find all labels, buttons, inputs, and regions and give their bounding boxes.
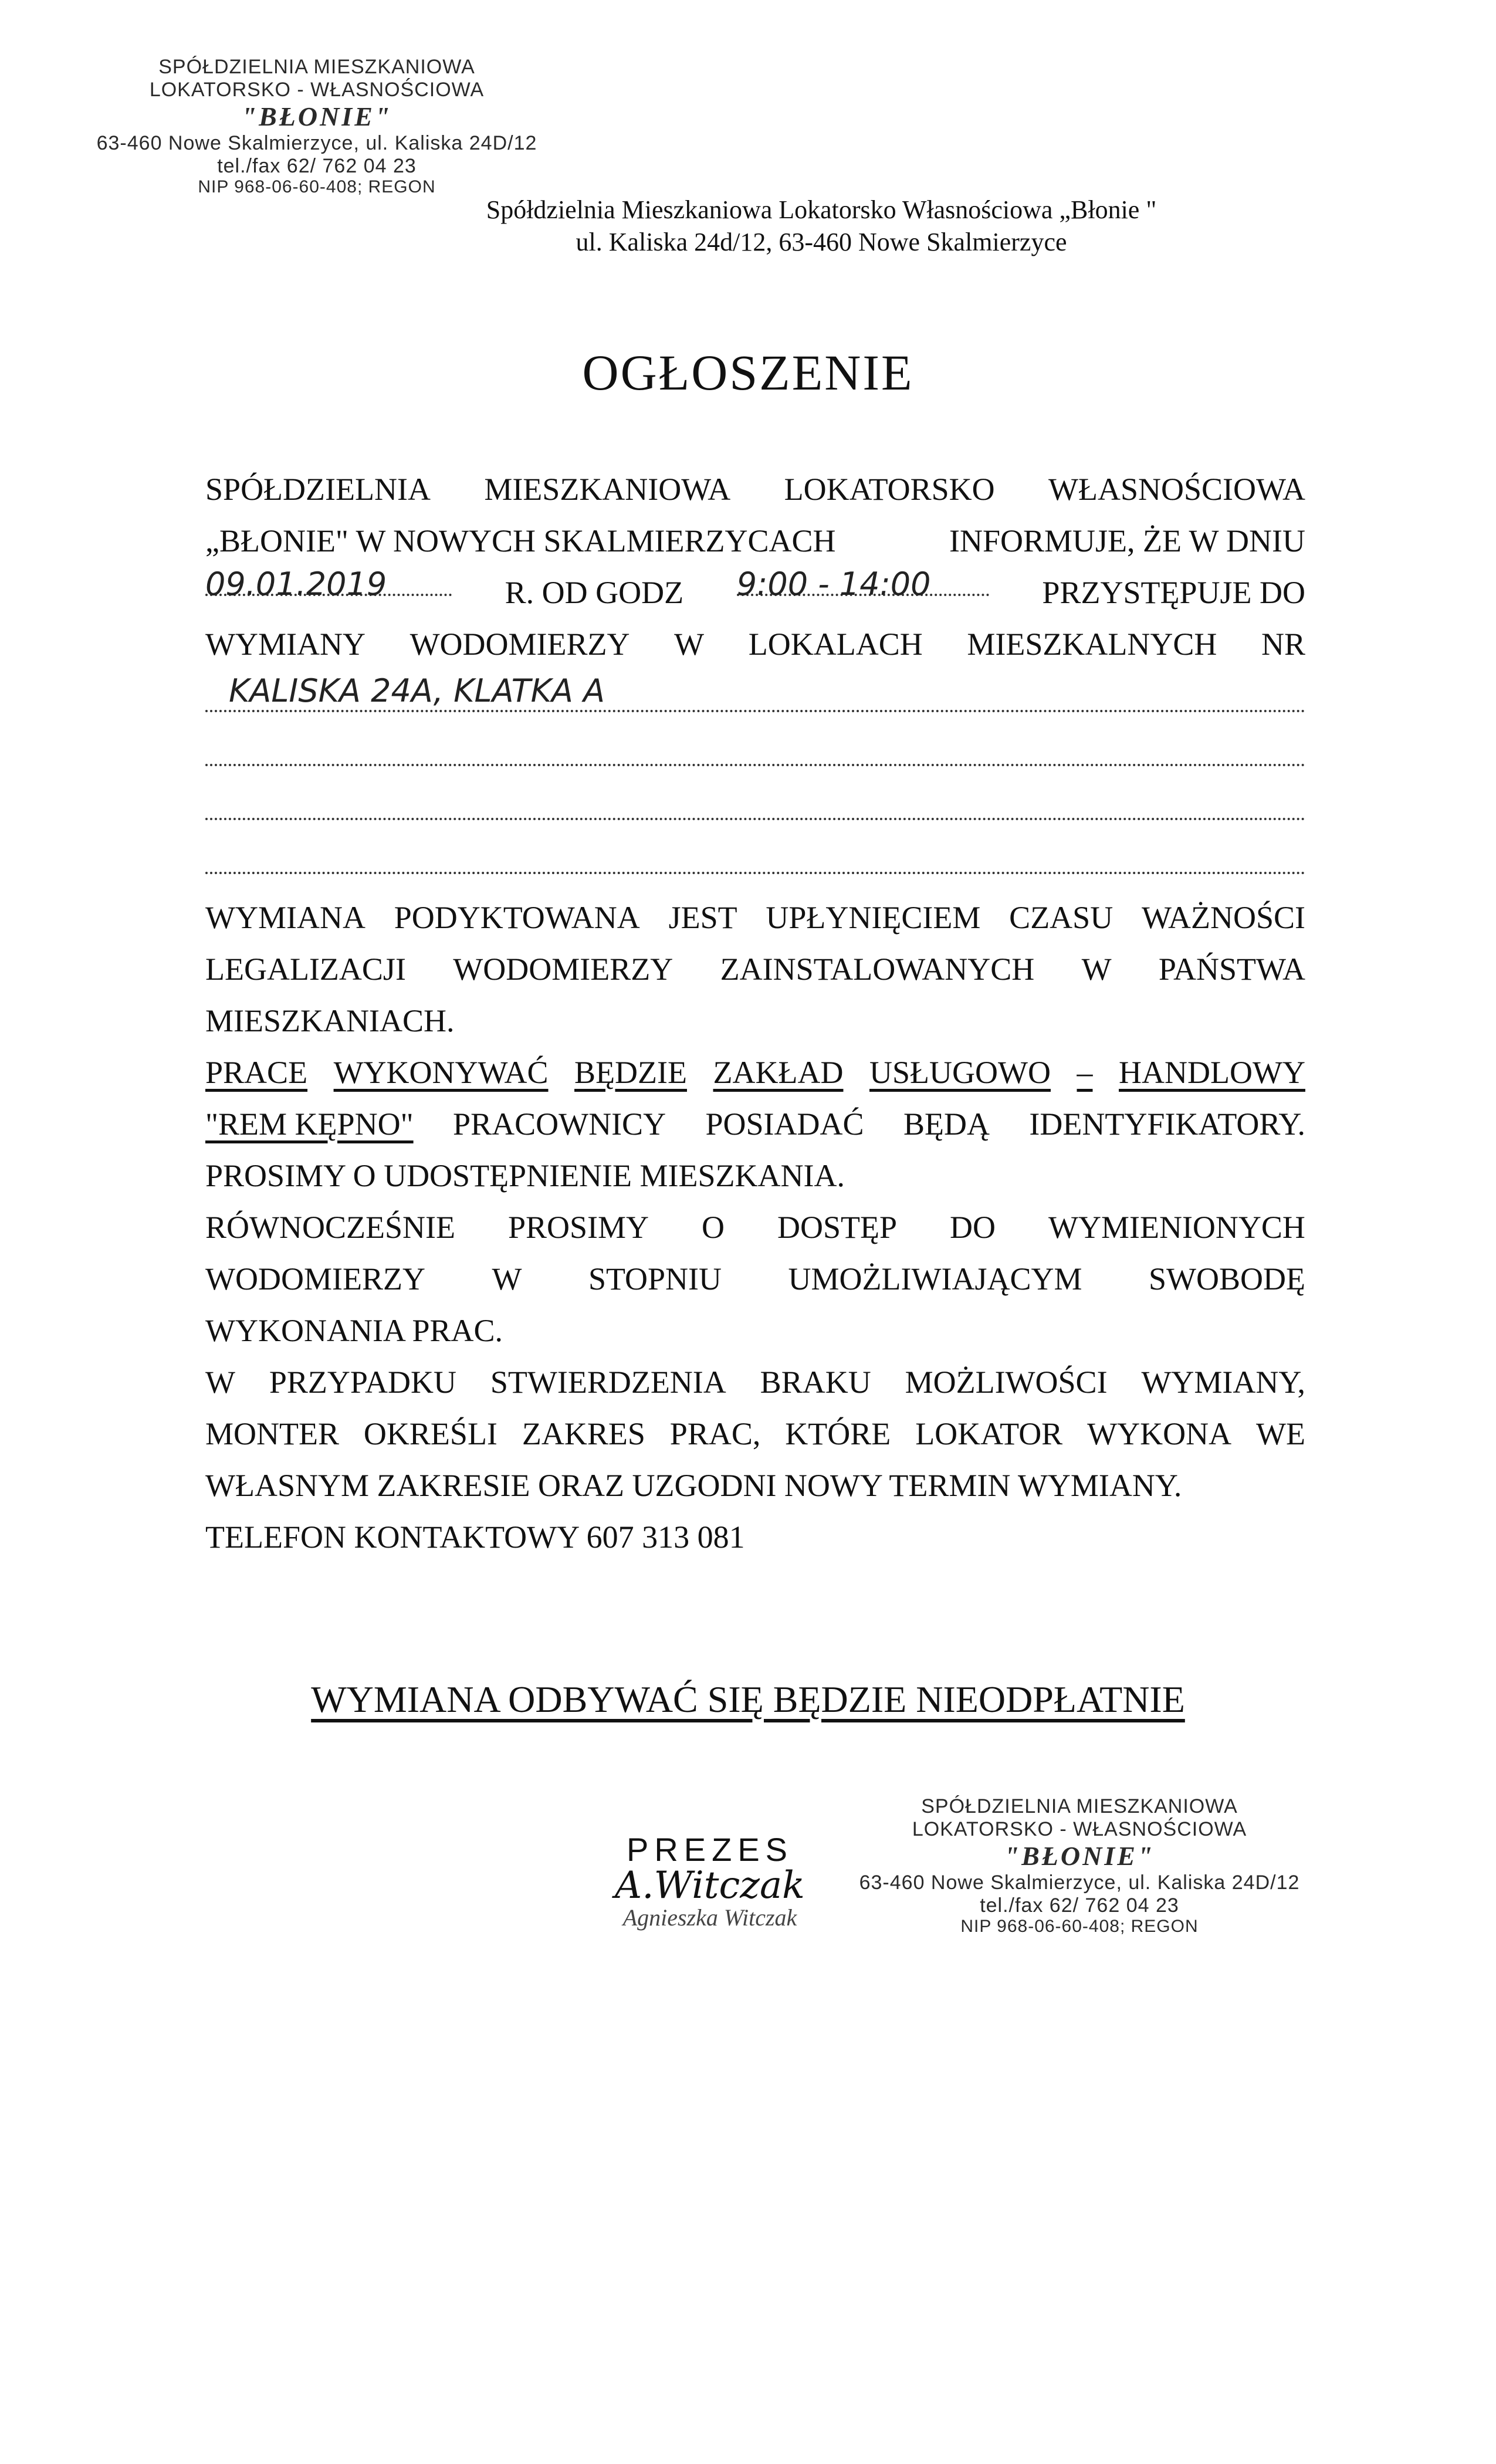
word: ZAKŁAD: [713, 1055, 844, 1090]
text-segment: INFORMUJE, ŻE W DNIU: [949, 523, 1305, 559]
handwritten-signature: A.Witczak: [615, 1864, 805, 1907]
stamp-line: SPÓŁDZIELNIA MIESZKANIOWA: [158, 56, 475, 78]
signatory-name: Agnieszka Witczak: [622, 1904, 797, 1931]
word: WODOMIERZY: [205, 1261, 425, 1297]
stamp-line: tel./fax 62/ 762 04 23: [980, 1894, 1179, 1917]
word: W: [674, 627, 705, 662]
text-line: [205, 567, 1305, 618]
blank-dotted-line: [205, 781, 1305, 820]
stamp-line: tel./fax 62/ 762 04 23: [217, 154, 417, 177]
stamp-line: NIP 968-06-60-408; REGON: [960, 1917, 1199, 1937]
stamp-line: 63-460 Nowe Skalmierzyce, ul. Kaliska 24D/12: [96, 131, 537, 154]
word: PRAC,: [669, 1416, 761, 1451]
word: PRACOWNICY: [453, 1106, 666, 1142]
word: WODOMIERZY: [453, 952, 673, 987]
word: WYKONA: [1087, 1416, 1232, 1451]
word: BĘDZIE: [574, 1055, 687, 1090]
text-line: [205, 1511, 1305, 1563]
word: ZAINSTALOWANYCH: [720, 952, 1035, 987]
text-line: [205, 943, 1305, 995]
word: MIESZKANIOWA: [484, 472, 731, 507]
word: UPŁYNIĘCIEM: [766, 900, 981, 935]
handwritten-location-wrap: [205, 673, 605, 725]
stamp-line: LOKATORSKO - WŁASNOŚCIOWA: [912, 1817, 1247, 1840]
word: STWIERDZENIA: [490, 1365, 726, 1400]
free-of-charge-notice: WYMIANA ODBYWAĆ SIĘ BĘDZIE NIEODPŁATNIE: [311, 1678, 1185, 1720]
sender-line-2: ul. Kaliska 24d/12, 63-460 Nowe Skalmierzyce: [576, 228, 1067, 256]
signature-title: PREZES: [626, 1831, 794, 1868]
word: PODYKTOWANA: [394, 900, 640, 935]
word: PAŃSTWA: [1158, 952, 1305, 987]
word: W: [1081, 952, 1112, 987]
word: IDENTYFIKATORY.: [1029, 1106, 1305, 1142]
cooperative-stamp-top: [88, 56, 546, 198]
word: JEST: [668, 900, 737, 935]
word: MOŻLIWOŚCI: [905, 1365, 1108, 1400]
word: DO: [950, 1210, 996, 1245]
time-field: [736, 566, 989, 603]
word: RÓWNOCZEŚNIE: [205, 1210, 455, 1245]
word: O: [702, 1210, 725, 1245]
word: –: [1077, 1055, 1093, 1090]
date-field: [205, 566, 452, 603]
word: WYMIANA: [205, 900, 365, 935]
handwritten-time: 9:00 - 14:00: [736, 566, 931, 603]
text-line: [205, 1150, 1305, 1201]
word: WYMIANY: [205, 627, 365, 662]
word: LOKALACH: [748, 627, 923, 662]
word: LOKATORSKO: [784, 472, 995, 507]
stamp-line: NIP 968-06-60-408; REGON: [198, 177, 436, 197]
word: MONTER: [205, 1416, 339, 1451]
word: ZAKRES: [522, 1416, 645, 1451]
stamp-line: 63-460 Nowe Skalmierzyce, ul. Kaliska 24D/12: [859, 1871, 1300, 1894]
page-title: OGŁOSZENIE: [582, 344, 914, 401]
text-line: [205, 1460, 1305, 1511]
word: PRACE: [205, 1055, 308, 1090]
cooperative-stamp-bottom: [851, 1795, 1308, 1937]
text-line: [205, 1408, 1305, 1460]
sender-line-1: Spółdzielnia Mieszkaniowa Lokatorsko Własnościowa „Błonie ": [486, 195, 1157, 224]
word: POSIADAĆ: [705, 1106, 864, 1142]
word: LOKATOR: [915, 1416, 1063, 1451]
text-line: [205, 1305, 1305, 1356]
blank-dotted-line: [205, 835, 1305, 874]
text-segment: PRZYSTĘPUJE DO: [1042, 575, 1305, 610]
word: SPÓŁDZIELNIA: [205, 472, 431, 507]
text-line: [205, 463, 1305, 515]
word: PROSIMY: [507, 1210, 649, 1245]
notice-body: [205, 463, 1305, 1563]
text-line: [205, 1253, 1305, 1305]
word: STOPNIU: [588, 1261, 722, 1297]
text-segment: PROSIMY O UDOSTĘPNIENIE MIESZKANIA.: [205, 1158, 845, 1193]
text-line: [205, 1098, 1305, 1150]
word: WAŻNOŚCI: [1142, 900, 1305, 935]
handwritten-location: KALISKA 24A, KLATKA A: [229, 672, 605, 709]
word: HANDLOWY: [1119, 1055, 1305, 1090]
contact-phone: TELEFON KONTAKTOWY 607 313 081: [205, 1519, 745, 1555]
word: W: [492, 1261, 522, 1297]
text-line: [205, 1356, 1305, 1408]
word: CZASU: [1009, 900, 1113, 935]
stamp-name: "BŁONIE": [241, 101, 392, 131]
word: USŁUGOWO: [869, 1055, 1051, 1090]
signature-block: [581, 1830, 839, 1931]
stamp-line: LOKATORSKO - WŁASNOŚCIOWA: [149, 78, 485, 101]
word: NR: [1261, 627, 1305, 662]
word: MIESZKALNYCH: [967, 627, 1217, 662]
word: WODOMIERZY: [409, 627, 630, 662]
stamp-line: SPÓŁDZIELNIA MIESZKANIOWA: [921, 1795, 1238, 1817]
word: BRAKU: [760, 1365, 871, 1400]
word: DOSTĘP: [777, 1210, 898, 1245]
stamp-name: "BŁONIE": [1004, 1840, 1155, 1871]
text-line: [205, 995, 1305, 1047]
text-segment: WYKONANIA PRAC.: [205, 1313, 503, 1348]
sender-address: [411, 194, 1232, 258]
blank-dotted-line: [205, 727, 1305, 766]
word: BĘDĄ: [903, 1106, 990, 1142]
company-name: "REM KĘPNO": [205, 1106, 414, 1142]
word: WYKONYWAĆ: [333, 1055, 549, 1090]
text-segment: MIESZKANIACH.: [205, 1003, 455, 1038]
text-segment: „BŁONIE" W NOWYCH SKALMIERZYCACH: [205, 523, 836, 559]
word: WŁASNOŚCIOWA: [1048, 472, 1305, 507]
word: W: [205, 1365, 235, 1400]
word: SWOBODĘ: [1149, 1261, 1305, 1297]
word: LEGALIZACJI: [205, 952, 406, 987]
text-line: [205, 515, 1305, 567]
text-line: [205, 1047, 1305, 1098]
text-segment: R. OD GODZ: [505, 575, 684, 610]
word: OKREŚLI: [363, 1416, 497, 1451]
word: WYMIENIONYCH: [1048, 1210, 1305, 1245]
text-line: [205, 892, 1305, 943]
word: UMOŻLIWIAJĄCYM: [788, 1261, 1082, 1297]
word: PRZYPADKU: [269, 1365, 456, 1400]
text-segment: WŁASNYM ZAKRESIE ORAZ UZGODNI NOWY TERMIN WYMIANY.: [205, 1468, 1182, 1503]
handwritten-date: 09.01.2019: [205, 566, 387, 603]
address-field: [205, 673, 1305, 712]
text-line: [205, 1201, 1305, 1253]
word: KTÓRE: [785, 1416, 891, 1451]
word: WYMIANY,: [1141, 1365, 1305, 1400]
word: WE: [1256, 1416, 1305, 1451]
text-line: [205, 618, 1305, 670]
